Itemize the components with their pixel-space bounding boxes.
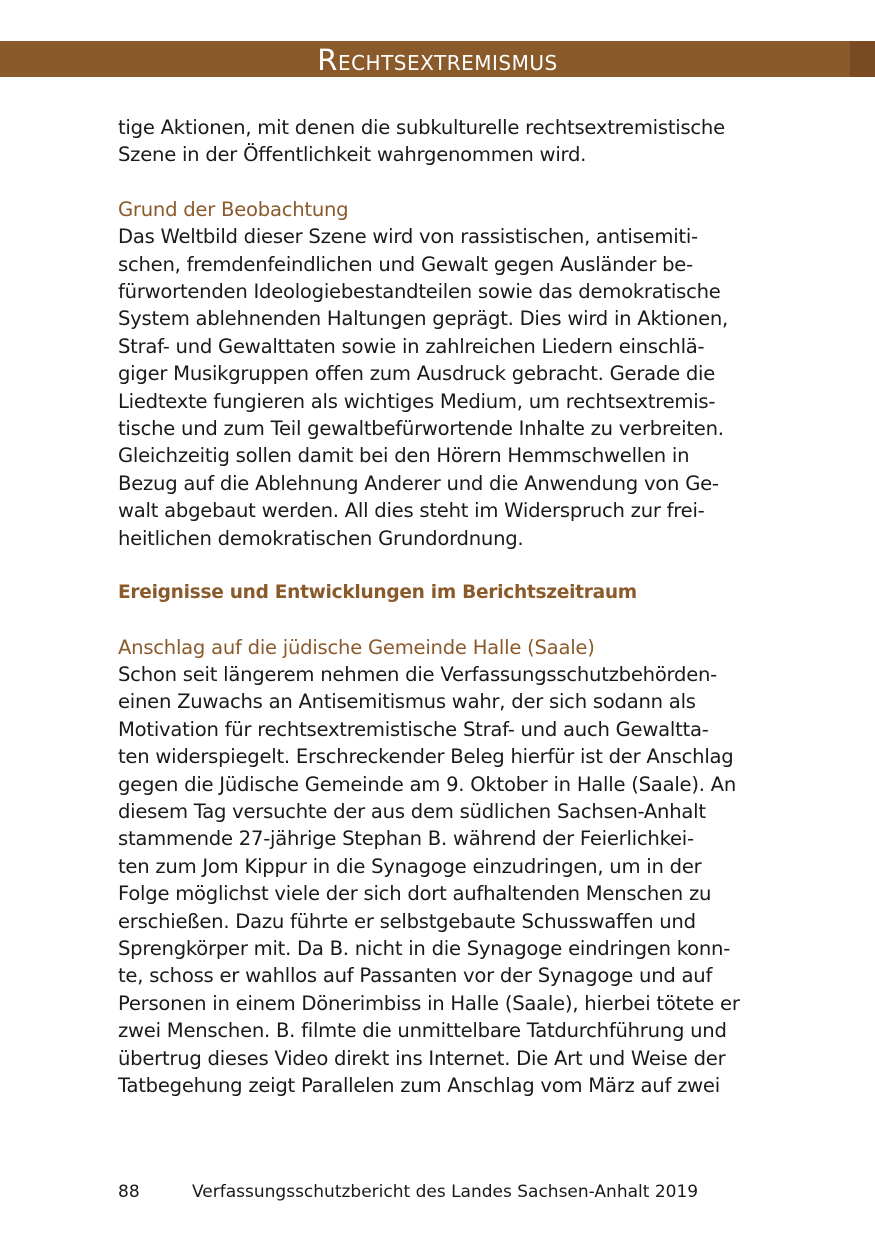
page-number: 88 bbox=[118, 1182, 140, 1202]
publication-title: Verfassungsschutzbericht des Landes Sachsen-Anhalt 2019 bbox=[192, 1182, 699, 1202]
grund-paragraph: Das Weltbild dieser Szene wird von rassistischen, antisemiti- schen, fremdenfeindlichen und Gewalt gegen Ausländer be- fürwortenden Ideologiebestandteilen sowie das demokratische System ablehnenden Haltungen geprägt. Dies wird in Aktionen, Straf- und Gewalttaten sowie in zahlreichen Liedern einschlä- giger Musikgruppen offen zum Ausdruck gebracht. Gerade die Liedtexte fungieren als wichtiges Medium, um rechtsextremis- tische und zum Teil gewaltbefürwortende Inhalte zu verbreiten. Gleichzeitig sollen damit bei den Hörern Hemmschwellen in Bezug auf die Ablehnung Anderer und die Anwendung von Ge- walt abgebaut werden. All dies steht im Widerspruch zur frei- heitlichen demokratischen Grundordnung. bbox=[118, 225, 729, 550]
anschlag-paragraph: Schon seit längerem nehmen die Verfassungsschutzbehörden- einen Zuwachs an Antisemitismus wahr, der sich sodann als Motivation für rechtsextremistische Straf- und auch Gewaltta- ten widerspiegelt. Erschreckender Beleg hierfür ist der Anschlag gegen die Jüdische Gemeinde am 9. Oktober in Halle (Saale). An diesem Tag versuchte der aus dem südlichen Sachsen-Anhalt stammende 27-jährige Stephan B. während der Feierlichkei- ten zum Jom Kippur in die Synagoge einzudringen, um in der Folge möglichst viele der sich dort aufhaltenden Menschen zu erschießen. Dazu führte er selbstgebaute Schusswaffen und Sprengkörper mit. Da B. nicht in die Synagoge eindringen konn- te, schoss er wahllos auf Passanten vor der Synagoge und auf Personen in einem Dönerimbiss in Halle (Saale), hierbei tötete er zwei Menschen. B. filmte die unmittelbare Tatdurchführung und übertrug dieses Video direkt ins Internet. Die Art und Weise der Tatbegehung zeigt Parallelen zum Anschlag vom März auf zwei bbox=[118, 662, 740, 1097]
spacer bbox=[118, 552, 768, 579]
intro-paragraph: tige Aktionen, mit denen die subkulturelle rechtsextremistische Szene in der Öffentlichkeit wahrgenommen wird. bbox=[118, 116, 725, 167]
page-body bbox=[118, 114, 768, 1099]
spacer bbox=[118, 169, 768, 196]
spacer bbox=[118, 607, 768, 634]
chapter-header-band bbox=[0, 41, 875, 77]
chapter-title: Rechtsextremismus bbox=[317, 43, 558, 77]
ereignisse-heading: Ereignisse und Entwicklungen im Berichtszeitraum bbox=[118, 582, 637, 604]
anschlag-heading: Anschlag auf die jüdische Gemeinde Halle (Saale) bbox=[118, 635, 595, 659]
grund-heading: Grund der Beobachtung bbox=[118, 197, 349, 221]
